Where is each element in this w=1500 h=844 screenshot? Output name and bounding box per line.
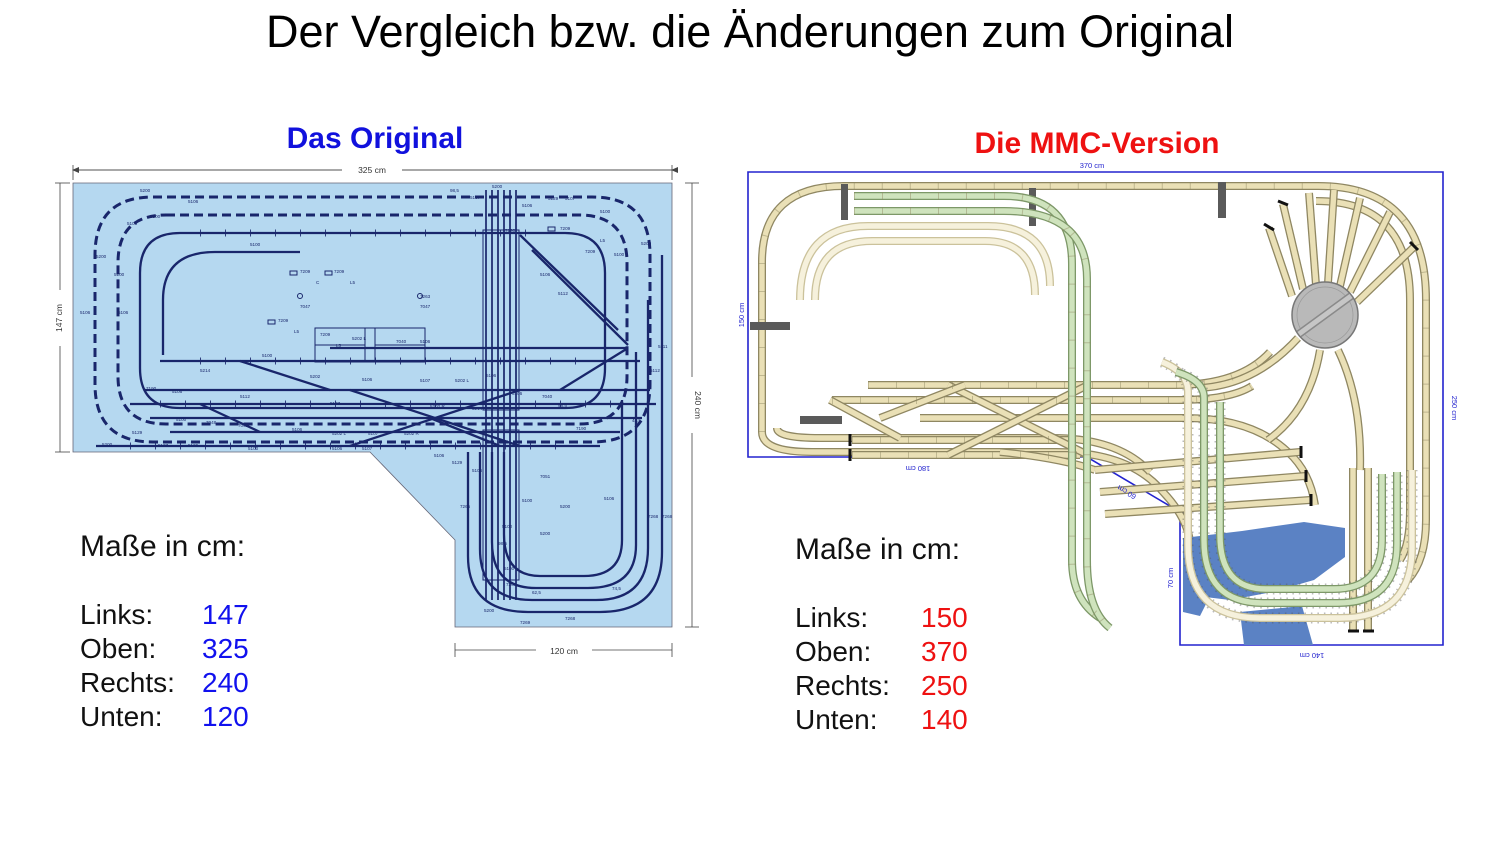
track-part-label: 5100	[522, 498, 533, 503]
original-measure-heading: Maße in cm:	[80, 530, 246, 563]
track-part-label: 5214	[472, 406, 483, 411]
track-part-label: 5200	[560, 504, 571, 509]
track-part-label: 5200	[102, 442, 113, 447]
track-part-label: 5107	[420, 378, 431, 383]
measure-value: 147	[202, 599, 249, 630]
track-part-label: 7190	[576, 426, 587, 431]
track-part-label: 98,5	[450, 188, 459, 193]
track-part-label: 5100	[250, 242, 261, 247]
track-part-label: 7209	[320, 332, 331, 337]
track-part-label: 5106	[512, 391, 523, 396]
measure-label: Links:	[80, 599, 154, 630]
track-part-label: L5	[294, 329, 300, 334]
measure-value: 120	[202, 701, 249, 732]
track-part-label: 5106	[486, 373, 497, 378]
original-dim-left: 147 cm	[54, 304, 64, 332]
track-part-label: 5129	[548, 196, 559, 201]
track-part-label: 7042	[238, 423, 249, 428]
track-part-label: 5106	[172, 389, 183, 394]
track-part-label: 7048	[206, 420, 217, 425]
track-part-label: 5200	[492, 184, 503, 189]
measure-label: Rechts:	[80, 667, 175, 698]
track-part-label: 7269	[520, 620, 531, 625]
mmc-dim-right: 250 cm	[1450, 395, 1459, 421]
mmc-dim-left: 150 cm	[737, 302, 746, 328]
track-part-label: 5106	[127, 221, 138, 226]
track-part-label: 5106	[434, 453, 445, 458]
track-part-label: 5100	[114, 272, 125, 277]
track-part-label: 5107	[368, 431, 379, 436]
track-part-label: 7190	[505, 228, 516, 233]
mmc-dim-top: 370 cm	[1079, 161, 1105, 170]
mmc-dim-extension-left: 70 cm	[1166, 567, 1175, 589]
original-dim-right: 240 cm	[693, 391, 703, 419]
track-part-label: 5107	[362, 446, 373, 451]
track-part-label: 7047	[300, 304, 311, 309]
track-part-label: 5202 R	[404, 431, 419, 436]
measure-value: 140	[921, 704, 968, 735]
mmc-dim-bottom-left: 180 cm	[905, 464, 931, 473]
measure-row	[795, 703, 968, 737]
track-part-label: 5106	[188, 199, 199, 204]
measure-label: Rechts:	[795, 670, 890, 701]
track-part-label: 5106	[604, 496, 615, 501]
track-part-label: 5129	[452, 460, 463, 465]
track-part-label: 5106	[362, 377, 373, 382]
measure-value: 150	[921, 602, 968, 633]
track-part-label: 5100	[502, 524, 513, 529]
track-part-label: 7040	[542, 394, 553, 399]
track-part-label: 5200	[540, 531, 551, 536]
track-part-label: 5106	[188, 443, 199, 448]
track-part-label: 5112	[650, 368, 660, 373]
original-plan-title: Das Original	[286, 122, 464, 155]
track-part-label: 5100	[248, 446, 259, 451]
track-part-label: 5111	[658, 344, 668, 349]
track-part-label: 5129	[132, 430, 143, 435]
track-part-label: 5112	[558, 291, 568, 296]
track-part-label: 74,5	[612, 586, 621, 591]
track-part-label: 5107	[565, 196, 576, 201]
track-part-label: 7209	[278, 318, 289, 323]
track-part-label: 98,5	[498, 541, 507, 546]
track-part-label: 7267	[506, 582, 517, 587]
track-part-label: 5106	[118, 310, 129, 315]
track-part-label: 5107	[470, 195, 481, 200]
measure-label: Unten:	[80, 701, 163, 732]
track-part-label: 5106	[292, 427, 303, 432]
measure-row	[80, 666, 249, 700]
track-part-label: 5200	[641, 241, 652, 246]
track-part-label: 7051	[540, 474, 551, 479]
measure-value: 325	[202, 633, 249, 664]
track-part-label: 7209	[560, 226, 571, 231]
track-part-label: 5107	[330, 401, 341, 406]
measure-value: 370	[921, 636, 968, 667]
track-part-label: L5	[336, 343, 342, 348]
track-part-label: L5	[600, 238, 606, 243]
track-part-label: 5100	[262, 353, 273, 358]
turntable	[1292, 282, 1358, 348]
track-part-label: 5200	[140, 188, 151, 193]
page-title: Der Vergleich bzw. die Änderungen zum Original	[265, 6, 1235, 57]
original-dim-bottom: 120 cm	[550, 646, 578, 656]
track-part-label: 5100	[176, 417, 187, 422]
track-part-label: 5202	[310, 374, 321, 379]
track-part-label: 5106	[80, 310, 91, 315]
track-part-label: 5202 R	[430, 404, 445, 409]
measure-value: 240	[202, 667, 249, 698]
mmc-measure-heading: Maße in cm:	[795, 533, 961, 566]
track-part-label: 5214	[200, 368, 211, 373]
track-part-label: 5112	[240, 394, 250, 399]
track-part-label: L5	[350, 280, 356, 285]
track-part-label: 7268	[565, 616, 576, 621]
original-dim-top: 325 cm	[358, 165, 386, 175]
track-part-label: 5100	[504, 566, 515, 571]
original-measurements	[80, 532, 249, 734]
track-part-label: 7209	[334, 269, 345, 274]
track-part-label: 5202 L	[332, 431, 347, 436]
measure-row	[795, 635, 968, 669]
track-part-label: 7190	[146, 386, 157, 391]
track-part-label: 7040	[396, 339, 407, 344]
original-measure-rows	[80, 598, 249, 734]
track-part-label: 98,5	[558, 403, 567, 408]
mmc-measure-rows	[795, 601, 968, 737]
mmc-measurements	[795, 535, 968, 737]
measure-label: Oben:	[80, 633, 157, 664]
track-part-label: 44,5	[632, 418, 641, 423]
track-part-label: 7263	[420, 294, 431, 299]
track-part-label: 5106	[522, 203, 533, 208]
track-part-label: 5100	[150, 214, 161, 219]
measure-label: Unten:	[795, 704, 878, 735]
measure-row	[795, 601, 968, 635]
track-part-label: 5100	[600, 209, 611, 214]
track-part-label: 5107	[158, 443, 169, 448]
measure-row	[795, 669, 968, 703]
track-part-label: 5202 L	[352, 336, 367, 341]
mmc-dim-diagonal: 60 cm	[1115, 483, 1138, 502]
measure-row	[80, 598, 249, 632]
track-part-label: 5106	[420, 339, 431, 344]
track-part-label: 7268	[662, 514, 673, 519]
track-part-label: 5106	[472, 468, 483, 473]
track-part-label: 62,5	[532, 590, 541, 595]
track-part-label: 7209	[585, 249, 596, 254]
measure-value: 250	[921, 670, 968, 701]
track-part-label: 5106	[540, 272, 551, 277]
track-part-label: 5200	[484, 608, 495, 613]
mmc-dim-bottom: 140 cm	[1299, 651, 1325, 660]
track-part-label: 5202 L	[455, 378, 470, 383]
mmc-plan-title: Die MMC-Version	[974, 127, 1220, 160]
measure-label: Links:	[795, 602, 869, 633]
track-part-label: 5100	[614, 252, 625, 257]
track-part-label: C	[316, 280, 320, 285]
track-part-label: 5106	[332, 446, 343, 451]
track-part-label: 7265	[460, 504, 471, 509]
track-part-label: 5200	[96, 254, 107, 259]
measure-row	[80, 632, 249, 666]
track-part-label: 7209	[300, 269, 311, 274]
track-part-label: 7268	[648, 514, 659, 519]
track-part-label: 7047	[420, 304, 431, 309]
measure-label: Oben:	[795, 636, 872, 667]
measure-row	[80, 700, 249, 734]
